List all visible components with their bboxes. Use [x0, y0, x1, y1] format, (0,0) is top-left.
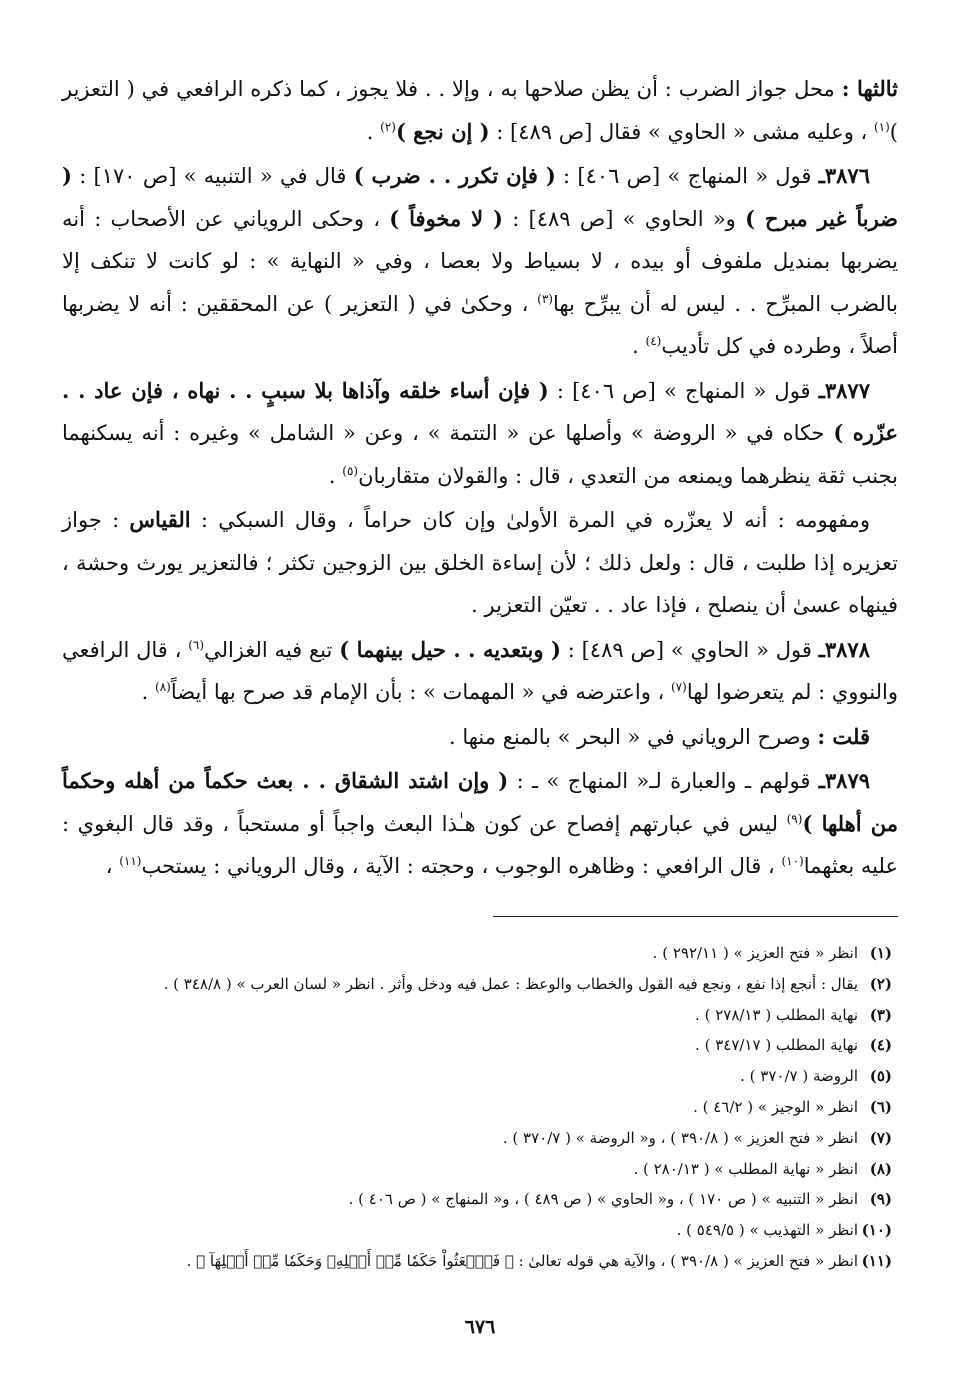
footnote	[62, 1184, 892, 1215]
footnote-number: (٤)	[869, 1036, 892, 1055]
footnote-text: انظر « التهذيب » ( ٥٤٩/٥ ) .	[676, 1221, 858, 1240]
footnote-number: (٩)	[869, 1190, 892, 1209]
footnote-ref[interactable]: (٥)	[342, 463, 359, 478]
footnote-ref[interactable]: (٨)	[155, 680, 171, 694]
paragraph-text: قول « المنهاج » [ص ٤٠٦] :	[548, 378, 819, 403]
paragraph-text: ، قال الرافعي والنووي : لم يتعرضوا لها	[62, 637, 898, 704]
paragraph-text: ومفهومه : أنه لا يعزّره في المرة الأولىٰ وإن كان حراماً ، وقال السبكي :	[190, 508, 870, 532]
paragraph-text: قول « الحاوي » [ص ٤٨٩] :	[560, 637, 819, 662]
footnote-text: انظر « الوجيز » ( ٤٦/٢ ) .	[693, 1097, 858, 1116]
paragraph-text: ، وحكى الروياني عن الأصحاب : أنه يضربها بمنديل ملفوف أو بيده ، لا بسياط ولا بعصا ، وفي « النهاية » : لو كانت لا تنكف إلا بالضرب المبرِّح . . ليس له أن يبرِّح بها	[62, 206, 898, 316]
footnote-text: الروضة ( ٣٧٠/٧ ) .	[740, 1067, 858, 1086]
footnote-text: نهاية المطلب ( ٢٧٨/١٣ ) .	[695, 1005, 858, 1024]
footnote	[62, 1092, 892, 1123]
footnote	[62, 1000, 892, 1031]
footnote	[62, 1154, 892, 1185]
main-text	[62, 68, 898, 888]
quoted-phrase: ( وبتعديه . . حيل بينهما )	[339, 636, 561, 662]
footnote-number: (٨)	[869, 1159, 892, 1178]
paragraph-text: قال في « التنبيه » [ص ١٧٠] :	[71, 164, 354, 188]
footnote	[62, 1246, 892, 1277]
paragraph-text: ليس في عبارتهم إفصاح عن كون هـٰذا البعث واجباً أو مستحباً ، وقد قال البغوي : عليه بعثهما	[62, 811, 898, 878]
issue-number: ٣٨٧٧ـ	[818, 377, 870, 403]
footnote-number: (١)	[869, 944, 892, 962]
footnote-ref[interactable]: (١)	[873, 119, 890, 134]
paragraph-3878	[62, 629, 898, 714]
footnote-text: انظر « فتح العزيز » ( ٣٩٠/٨ ) ، والآية هي قوله تعالىٰ : ﴿ فَٱبۡعَثُواْ حَكَمٗا مِّنۡ أَهۡلِهِۦ وَحَكَمٗا مِّنۡ أَهۡلِهَآ ﴾ .	[186, 1251, 858, 1270]
paragraph-text: ، واعترضه في « المهمات » : بأن الإمام قد صرح بها أيضاً	[170, 680, 671, 704]
footnote-ref[interactable]: (٢)	[380, 119, 396, 134]
footnote	[62, 1215, 892, 1246]
footnote-number: (١٠)	[861, 1221, 892, 1240]
footnote-text: نهاية المطلب ( ٣٤٧/١٧ ) .	[695, 1036, 858, 1055]
quoted-phrase: ( إن نجع )	[395, 118, 490, 144]
footnote-text: انظر « نهاية المطلب » ( ٢٨٠/١٣ ) .	[633, 1159, 858, 1178]
paragraph-text: : جواز تعزيره إذا طلبت ، قال : ولعل ذلك ؛ لأن إساءة الخلق بين الزوجين تكثر ؛ فالتعزير يورث وحشة ، فينهاه عسىٰ أن ينصلح ، فإذا عاد . . تعيّن التعزير .	[62, 508, 898, 617]
footnote	[62, 1030, 892, 1061]
footnote-ref[interactable]: (٦)	[188, 637, 205, 652]
footnote-number: (٥)	[869, 1067, 892, 1086]
quoted-phrase: ( وإن اشتد الشقاق . . بعث حكماً من أهله وحكماً من أهلها )	[62, 768, 898, 836]
paragraph-text: .	[141, 680, 156, 704]
paragraph-text: وصرح الروياني في « البحر » بالمنع منها .	[448, 724, 818, 749]
footnote-number: (٣)	[869, 1005, 892, 1024]
paragraph-3879	[62, 760, 898, 888]
footnote-text: يقال : أنجع إذا نفع ، ونجع فيه القول والخطاب والوعظ : عمل فيه ودخل وأثر . انظر « لسان العرب » ( ٣٤٨/٨ ) .	[163, 974, 858, 993]
quoted-phrase: ( ضرباً غير مبرح )	[62, 163, 899, 231]
paragraph-text: محل جواز الضرب : أن يظن صلاحها به ، وإلا . . فلا يجوز ، كما ذكره الرافعي في ( التعزير )	[62, 77, 898, 144]
paragraph-mafhum	[62, 499, 898, 627]
paragraph-text: تبع فيه الغزالي	[204, 637, 340, 662]
footnote-ref[interactable]: (٤)	[645, 334, 662, 348]
footnote	[62, 1123, 892, 1154]
footnote	[62, 938, 892, 969]
quoted-phrase: ( فإن تكرر . . ضرب )	[353, 163, 556, 188]
footnote-ref[interactable]: (٩)	[786, 811, 803, 826]
footnote-number: (٦)	[869, 1097, 892, 1116]
footnote-text: انظر « فتح العزيز » ( ٢٩٢/١١ ) .	[652, 944, 858, 962]
paragraph-text: حكاه في « الروضة » وأصلها عن « التتمة » ، وعن « الشامل » وغيره : أنه يسكنهما بجنب ثقة ينظرهما ويمنعه من التعدي ، قال : والقولان متقاربان	[62, 421, 898, 488]
footnote	[62, 969, 892, 1000]
footnote-number: (١١)	[861, 1251, 892, 1270]
paragraph-text: و« الحاوي » [ص ٤٨٩] :	[502, 206, 746, 231]
footnote-text: انظر « فتح العزيز » ( ٣٩٠/٨ ) ، و« الروضة » ( ٣٧٠/٧ ) .	[502, 1128, 858, 1147]
bold-term: القياس	[129, 507, 191, 532]
footnote-text: انظر « التنبيه » ( ص ١٧٠ ) ، و« الحاوي » ( ص ٤٨٩ ) ، و« المنهاج » ( ص ٤٠٦ ) .	[348, 1190, 858, 1209]
issue-number: ٣٨٧٩ـ	[818, 768, 871, 793]
footnotes-list	[62, 938, 892, 1277]
issue-number: ٣٨٧٨ـ	[818, 636, 870, 662]
footnote-number: (٧)	[869, 1128, 892, 1147]
paragraph-lead: قلت :	[817, 723, 870, 749]
paragraph-text: قول « المنهاج » [ص ٤٠٦] :	[555, 164, 819, 188]
footnote-separator	[493, 916, 898, 917]
paragraph-text: ، وعليه مشى « الحاوي » فقال [ص ٤٨٩] :	[489, 119, 874, 144]
paragraph-text: قولهم ـ والعبارة لـ« المنهاج » ـ :	[508, 769, 819, 793]
paragraph-3876	[62, 155, 898, 368]
quoted-phrase: ( فإن أساء خلقه وآذاها بلا سببٍ . . نهاه ، فإن عاد . . عزّره )	[62, 377, 898, 445]
paragraph-1	[62, 68, 898, 153]
footnote-number: (٢)	[869, 974, 892, 993]
paragraph-text: ، قال الرافعي : وظاهره الوجوب ، وحجته : الآية ، وقال الروياني : يستحب	[141, 854, 782, 878]
footnote-ref[interactable]: (١١)	[119, 854, 142, 868]
page-number: ٦٧٦	[464, 1316, 496, 1338]
paragraph-qultu	[62, 716, 898, 759]
paragraph-3877	[62, 370, 898, 498]
paragraph-text: .	[632, 334, 646, 358]
footnote-ref[interactable]: (١٠)	[781, 854, 804, 868]
issue-number: ٣٨٧٦ـ	[818, 163, 870, 188]
footnote	[62, 1061, 892, 1092]
paragraph-text: ،	[105, 854, 120, 878]
quoted-phrase: ( لا مخوفاً )	[389, 205, 503, 231]
paragraph-text: .	[366, 119, 381, 144]
paragraph-lead: ثالثها :	[841, 76, 899, 101]
footnote-ref[interactable]: (٧)	[670, 680, 687, 694]
footnote-ref[interactable]: (٣)	[537, 291, 553, 306]
paragraph-text: ، وحكىٰ في ( التعزير ) عن المحققين : أنه لا يضربها أصلاً ، وطرده في كل تأديب	[62, 291, 898, 358]
paragraph-text: .	[328, 463, 343, 488]
